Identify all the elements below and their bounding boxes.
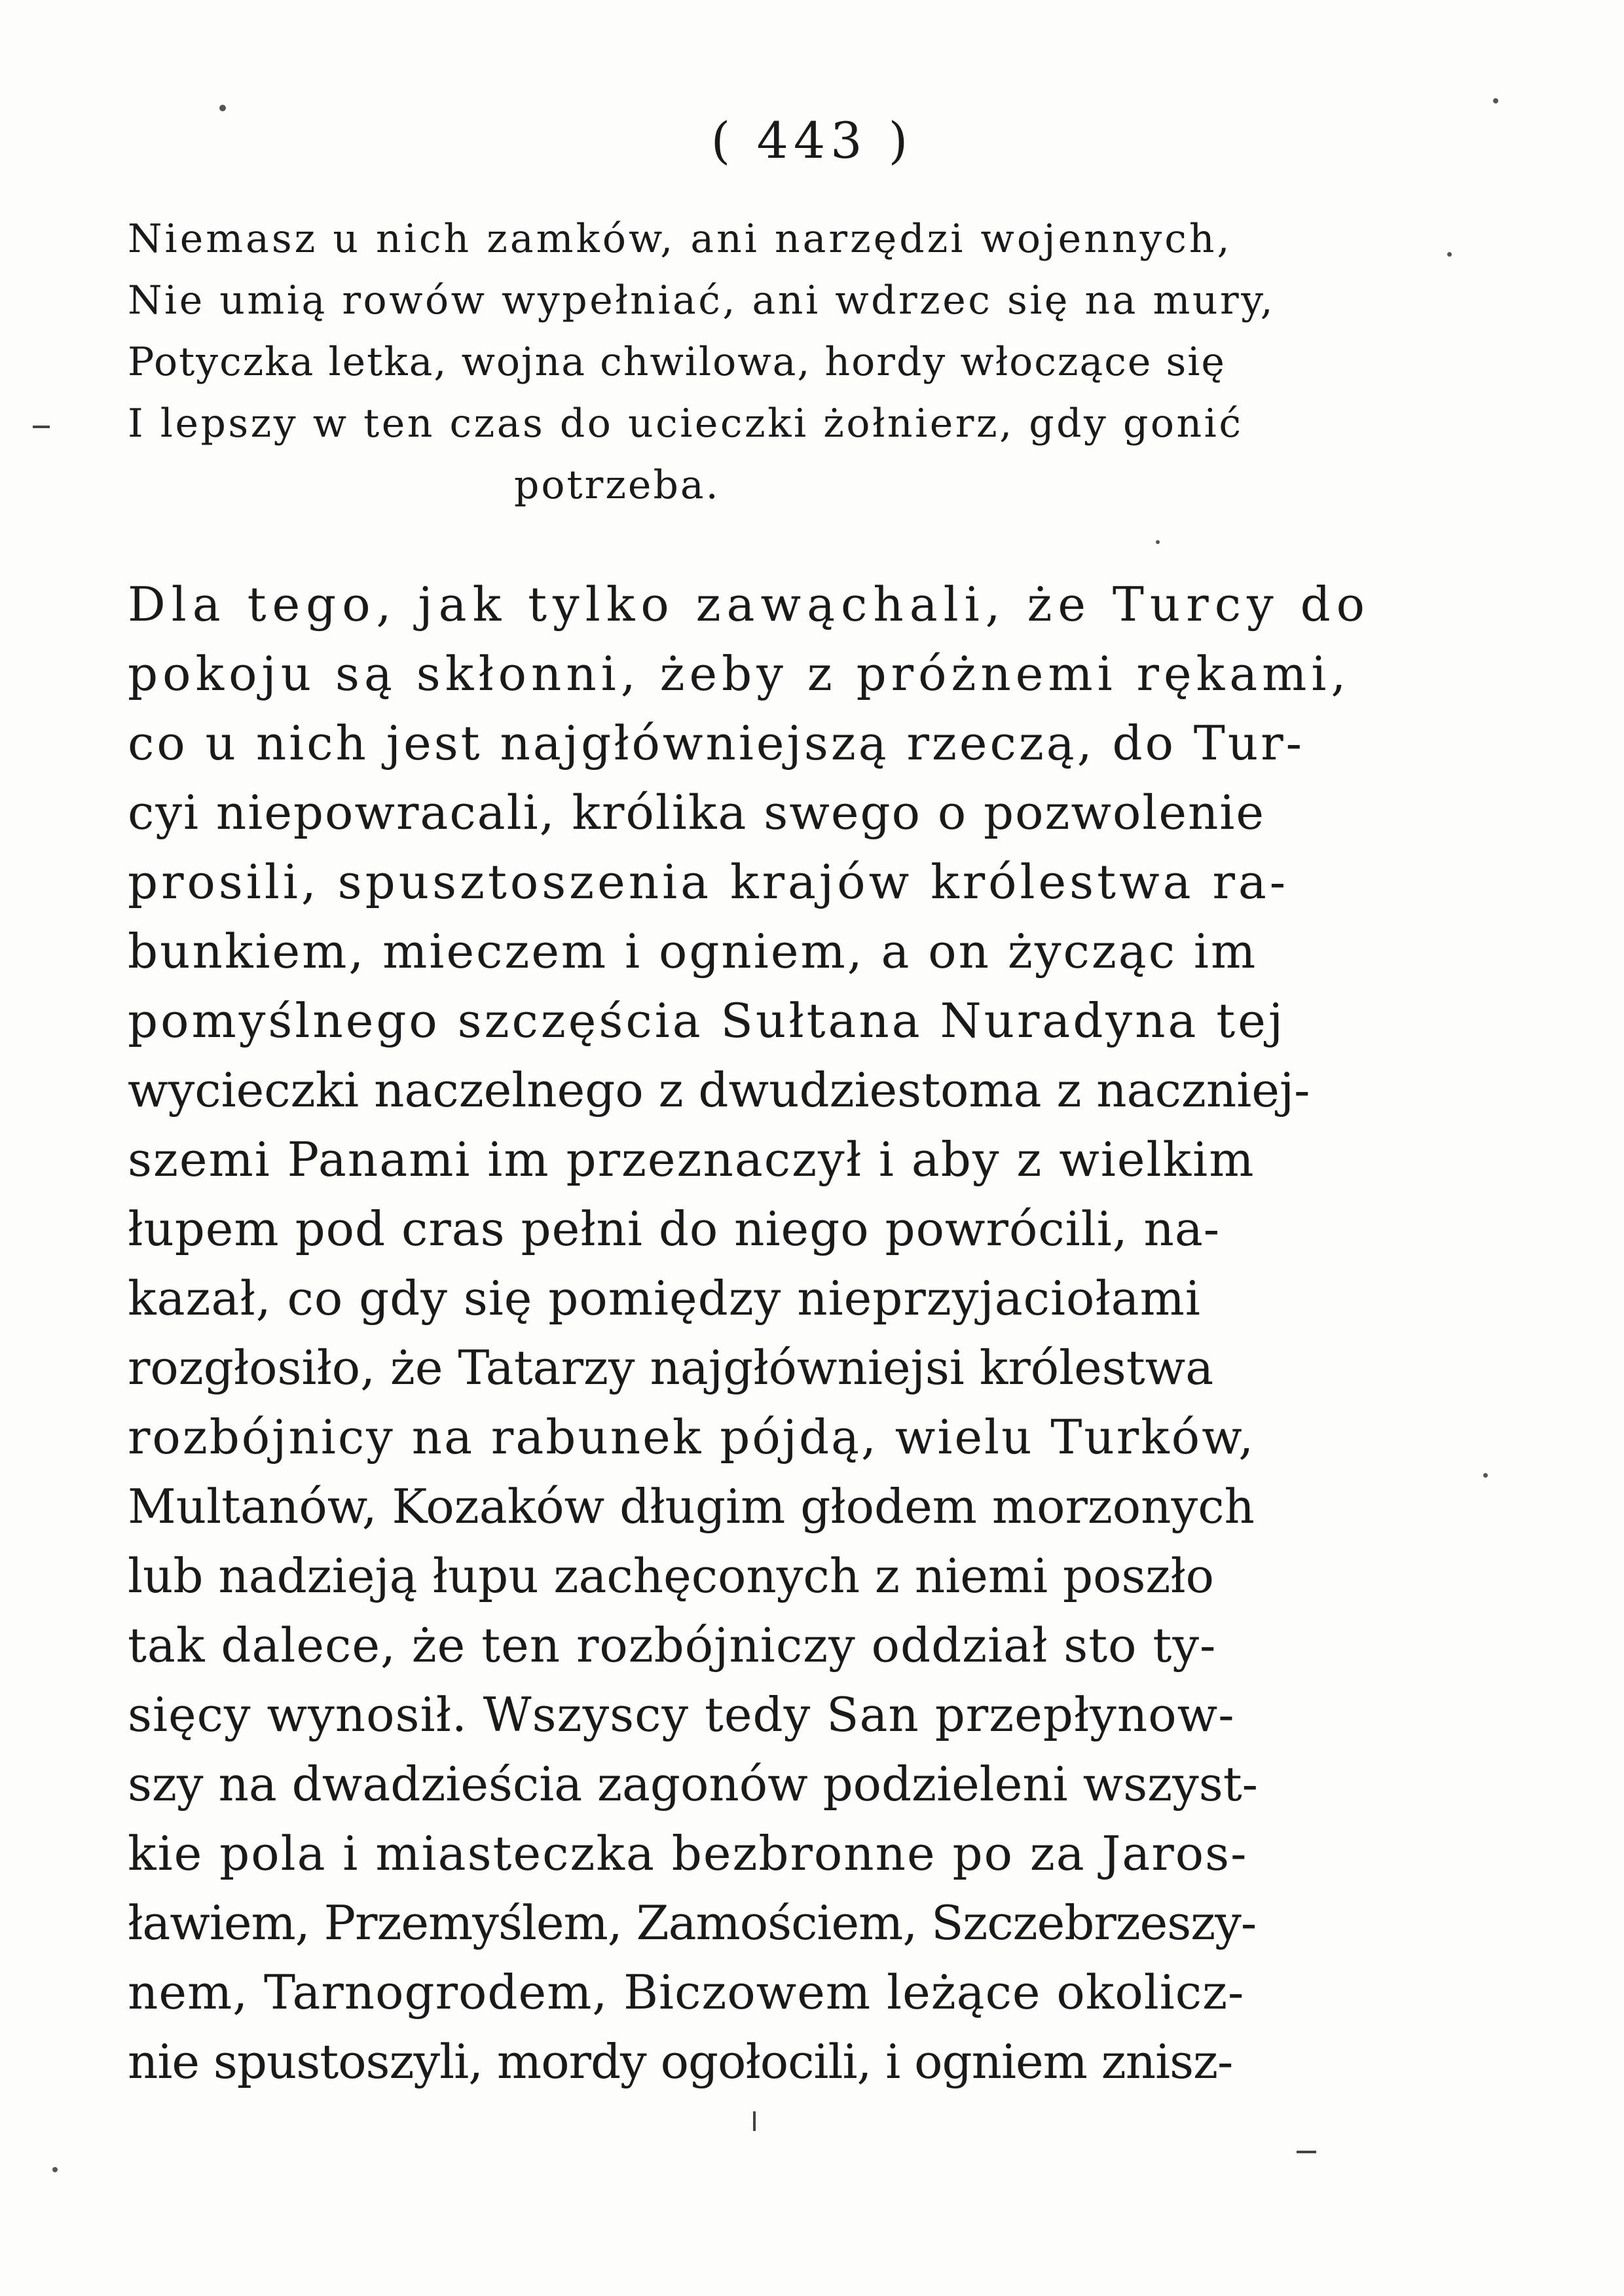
prose-line: cyi niepowracali, królika swego o pozwolenie <box>128 785 1266 840</box>
scan-speck <box>219 105 226 111</box>
prose-line: Multanów, Kozaków długim głodem morzonych <box>128 1479 1255 1534</box>
prose-line: nem, Tarnogrodem, Biczowem leżące okolicz- <box>128 1965 1245 2020</box>
prose-line: prosili, spusztoszenia krajów królestwa ra- <box>128 854 1289 909</box>
page-number: ( 443 ) <box>710 111 913 170</box>
prose-line: rozbójnicy na rabunek pójdą, wielu Turków, <box>128 1410 1256 1465</box>
scan-speck <box>1156 540 1160 544</box>
scan-mark <box>753 2111 756 2131</box>
prose-line: szemi Panami im przeznaczył i aby z wielkim <box>128 1132 1255 1187</box>
prose-line: łupem pod cras pełni do niego powrócili, na- <box>128 1201 1221 1256</box>
scan-mark <box>1297 2151 1316 2153</box>
prose-line: szy na dwadzieścia zagonów podzieleni wszyst- <box>128 1757 1258 1812</box>
verse-line: Nie umią rowów wypełniać, ani wdrzec się na mury, <box>128 278 1276 323</box>
scan-mark <box>33 426 50 428</box>
scan-speck <box>1493 98 1498 103</box>
prose-line: kazał, co gdy się pomiędzy nieprzyjaciołami <box>128 1271 1201 1326</box>
scan-speck <box>1483 1473 1488 1478</box>
verse-block <box>128 208 1444 516</box>
verse-line: potrzeba. <box>514 462 720 508</box>
prose-line: lub nadzieją łupu zachęconych z niemi poszło <box>128 1548 1215 1603</box>
verse-line: Niemasz u nich zamków, ani narzędzi wojennych, <box>128 216 1232 262</box>
prose-line: pomyślnego szczęścia Sułtana Nuradyna tej <box>128 993 1286 1048</box>
prose-line: rozgłosiło, że Tatarzy najgłówniejsi królestwa <box>128 1340 1214 1395</box>
prose-line: kie pola i miasteczka bezbronne po za Jaros- <box>128 1826 1248 1881</box>
prose-line: co u nich jest najgłówniejszą rzeczą, do Tur- <box>128 716 1304 771</box>
prose-block <box>128 570 1457 2096</box>
prose-line: bunkiem, mieczem i ogniem, a on życząc im <box>128 924 1258 979</box>
prose-line: pokoju są skłonni, żeby z próżnemi rękami, <box>128 646 1351 701</box>
verse-line: I lepszy w ten czas do ucieczki żołnierz, gdy gonić <box>128 401 1244 446</box>
scan-speck <box>1447 252 1452 257</box>
verse-line: Potyczka letka, wojna chwilowa, hordy włoczące się <box>128 339 1226 385</box>
scan-speck <box>52 2167 58 2172</box>
prose-line: sięcy wynosił. Wszyscy tedy San przepłynow- <box>128 1687 1235 1742</box>
prose-line: ławiem, Przemyślem, Zamościem, Szczebrzeszy- <box>128 1895 1257 1950</box>
prose-line: wycieczki naczelnego z dwudziestoma z naczniej- <box>128 1063 1310 1118</box>
prose-line: tak dalece, że ten rozbójniczy oddział sto ty- <box>128 1618 1217 1673</box>
prose-line: Dla tego, jak tylko zawąchali, że Turcy do <box>128 577 1371 632</box>
prose-line: nie spustoszyli, mordy ogołocili, i ogniem znisz- <box>128 2034 1233 2089</box>
